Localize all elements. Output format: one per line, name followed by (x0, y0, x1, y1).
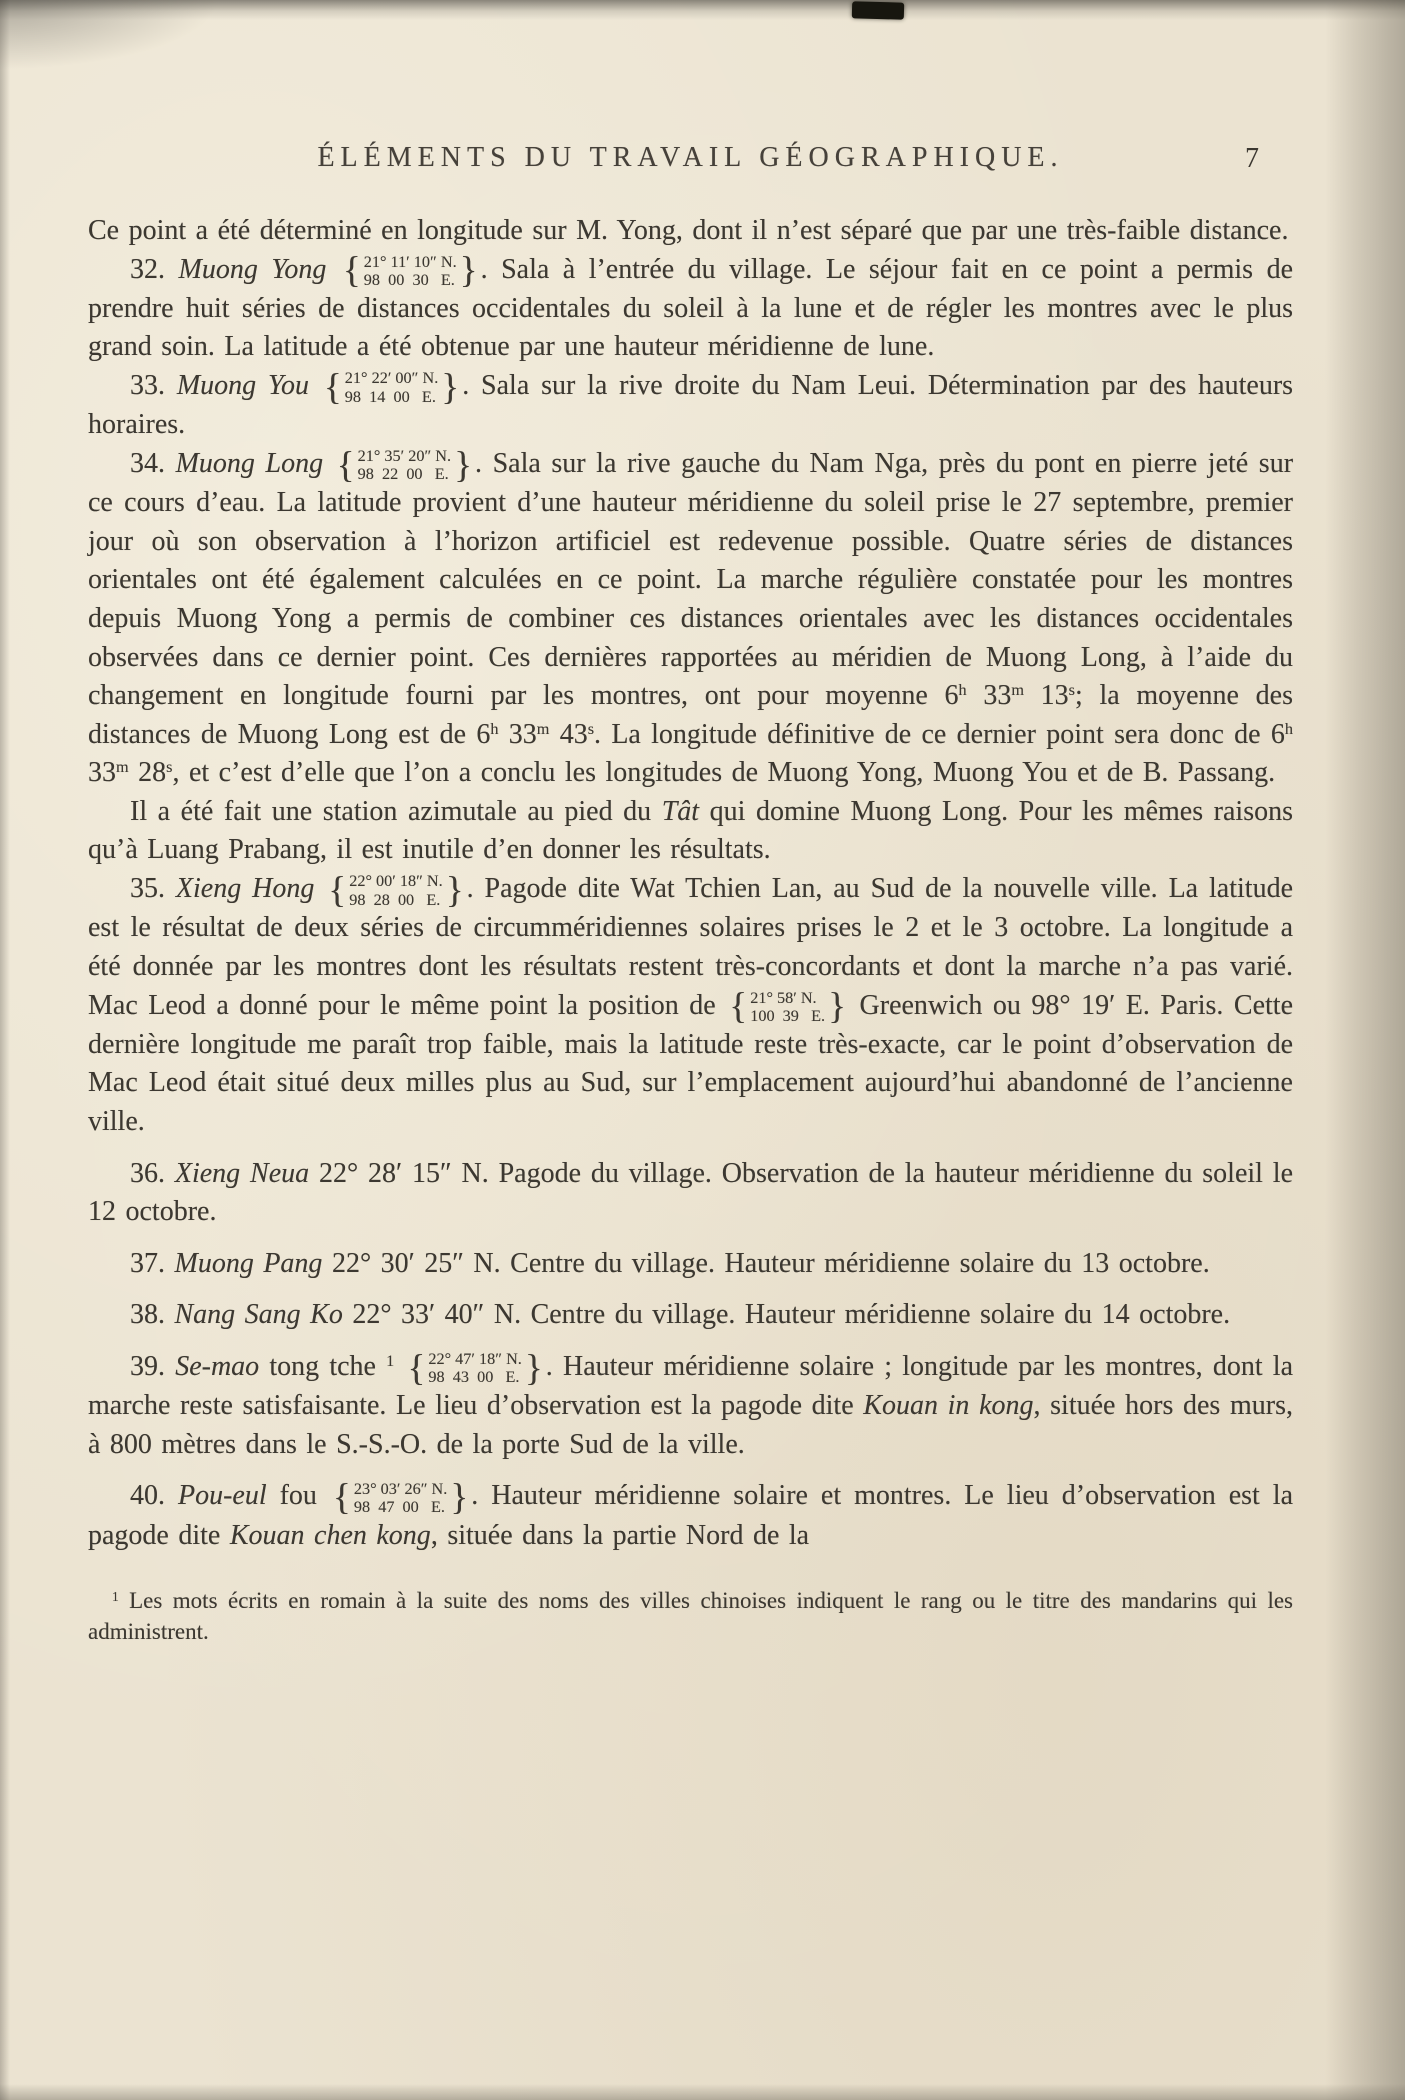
entry-paragraph: 38. Nang Sang Ko 22° 33′ 40″ N. Centre du village. Hauteur méridienne solaire du 14 octobre. (130, 1299, 1231, 1331)
scan-edge-top (0, 0, 1405, 20)
scan-corner-shadow (0, 0, 220, 70)
coordinate-block: { 21° 11′ 10″ N. 98 00 30 E. } (342, 250, 478, 292)
paragraph: Il a été fait une station azimutale au pied du Tât qui domine Muong Long. Pour les mêmes raisons qu’à Luang Prabang, il est inutile d’en donner les résultats. (88, 795, 1293, 866)
coordinate-block: { 21° 58′ N. 100 39 E. } (729, 986, 846, 1028)
coordinate-block: { 23° 03′ 26″ N. 98 47 00 E. } (332, 1477, 469, 1519)
scan-artifact (852, 1, 904, 19)
entry-paragraph: 37. Muong Pang 22° 30′ 25″ N. Centre du village. Hauteur méridienne solaire du 13 octobre. (130, 1247, 1210, 1279)
text-body (88, 212, 1293, 1555)
entry-paragraph: 33. Muong You { 21° 22′ 00″ N. 98 14 00 E. } . Sala sur la rive droite du Nam Leui. Détermination par des hauteurs horaires. (88, 366, 1294, 441)
running-header (88, 142, 1293, 174)
scan-edge-right (1325, 0, 1405, 2100)
paragraph: Ce point a été déterminé en longitude sur M. Yong, dont il n’est séparé que par une très-faible distance. (88, 215, 1289, 246)
page-number: 7 (1245, 143, 1259, 174)
coordinate-block: { 21° 22′ 00″ N. 98 14 00 E. } (323, 366, 460, 408)
page-content (88, 142, 1293, 1647)
page-title: ÉLÉMENTS DU TRAVAIL GÉOGRAPHIQUE. (317, 142, 1064, 173)
entry-paragraph: 36. Xieng Neua 22° 28′ 15″ N. Pagode du village. Observation de la hauteur méridienne du soleil le 12 octobre. (88, 1157, 1294, 1228)
footnote: $^1$ Les mots écrits en romain à la suite des noms des villes chinoises indiquent le rang ou le titre des mandarins qui les administrent. (88, 1588, 1293, 1645)
entry-paragraph: 39. Se-mao tong tche $^1$ { 22° 47′ 18″ N. 98 43 00 E. } . Hauteur méridienne solaire ; longitude par les montres, dont la marche reste satisfaisante. Le lieu d’observation est la pagode dite Kouan in kong, située hors des murs, à 800 mètres dans le S.-S.-O. de la porte Sud de la ville. (88, 1347, 1293, 1460)
coordinate-block: { 22° 47′ 18″ N. 98 43 00 E. } (407, 1347, 543, 1389)
entry-paragraph: 35. Xieng Hong { 22° 00′ 18″ N. 98 28 00 E. } . Pagode dite Wat Tchien Lan, au Sud de la nouvelle ville. La latitude est le résultat de deux séries de circumméridiennes solaires prises le 2 et le 3 octobre. La longitude a été donnée par les montres dont les résultats restent très-concordants et dont la marche n’a pas varié. Mac Leod a donné pour le même point la position de { 21° 58′ N. 100 39 E. } Greenwich ou 98° 19′ E. Paris. Cette dernière longitude me paraît trop faible, mais la latitude reste très-exacte, car le point d’observation de Mac Leod était situé deux milles plus au Sud, sur l’emplacement aujourd’hui abandonné de l’ancienne ville. (88, 869, 1294, 1137)
entry-paragraph: 32. Muong Yong { 21° 11′ 10″ N. 98 00 30 E. } . Sala à l’entrée du village. Le séjour fait en ce point a permis de prendre huit séries de distances occidentales du soleil à la lune et de régler les montres avec le plus grand soin. La latitude a été obtenue par une hauteur méridienne de lune. (88, 250, 1294, 363)
scan-edge-left (0, 0, 10, 2100)
entry-paragraph: 34. Muong Long { 21° 35′ 20″ N. 98 22 00 E. } . Sala sur la rive gauche du Nam Nga, près du pont en pierre jeté sur ce cours d’eau. La latitude provient d’une hauteur méridienne du soleil prise le 27 septembre, premier jour où son observation à l’horizon artificiel est redevenue possible. Quatre séries de distances orientales ont été également calculées en ce point. La marche régulière constatée pour les montres depuis Muong Yong a permis de combiner ces distances orientales avec les distances occidentales observées dans ce dernier point. Ces dernières rapportées au méridien de Muong Long, à l’aide du changement en longitude fourni par les montres, ont pour moyenne 6$^h$ 33$^m$ 13$^s$; la moyenne des distances de Muong Long est de 6$^h$ 33$^m$ 43$^s$. La longitude définitive de ce dernier point sera donc de 6$^h$ 33$^m$ 28$^s$, et c’est d’elle que l’on a conclu les longitudes de Muong Yong, Muong You et de B. Passang. (88, 444, 1294, 789)
scan-edge-bottom (0, 2084, 1405, 2100)
footnote-area (88, 1585, 1293, 1647)
entry-paragraph: 40. Pou-eul fou { 23° 03′ 26″ N. 98 47 00 E. } . Hauteur méridienne solaire et montres. Le lieu d’observation est la pagode dite Kouan chen kong, située dans la partie Nord de la (88, 1477, 1293, 1551)
coordinate-block: { 22° 00′ 18″ N. 98 28 00 E. } (328, 869, 464, 911)
coordinate-block: { 21° 35′ 20″ N. 98 22 00 E. } (336, 444, 473, 486)
